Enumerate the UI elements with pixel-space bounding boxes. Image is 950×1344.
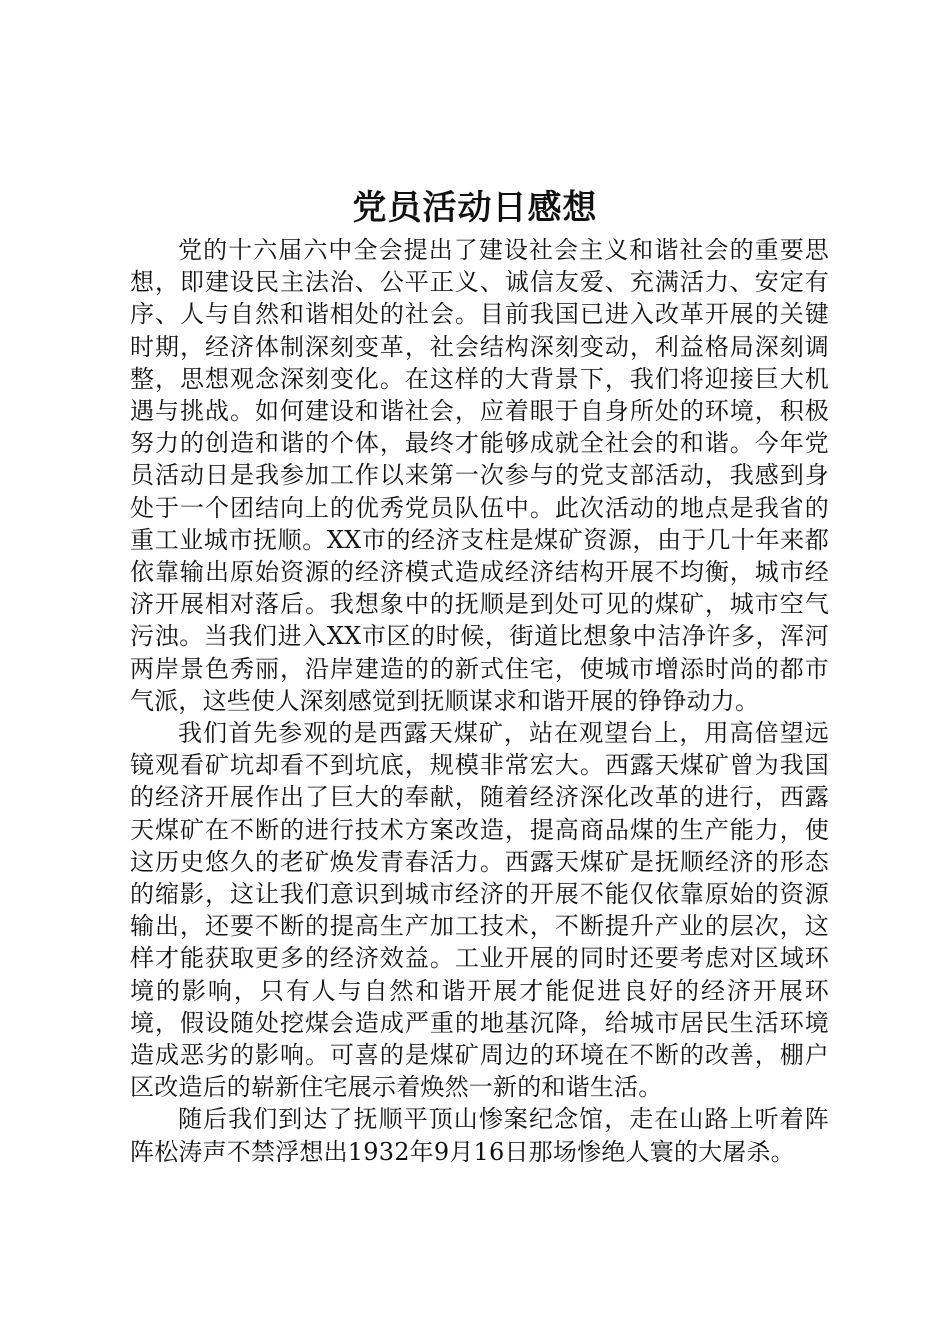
document-title: 党员活动日感想: [352, 188, 598, 228]
paragraph-2: 我们首先参观的是西露天煤矿，站在观望台上，用高倍望远镜观看矿坑却看不到坑底，规模非常宏大。西露天煤矿曾为我国的经济开展作出了巨大的奉献，随着经济深化改革的进行，西露天煤矿在不断的进行技术方案改造，提高商品煤的生产能力，使这历史悠久的老矿焕发青春活力。西露天煤矿是抚顺经济的形态的缩影，这让我们意识到城市经济的开展不能仅依靠原始的资源输出，还要不断的提高生产加工技术，不断提升产业的层次，这样才能获取更多的经济效益。工业开展的同时还要考虑对区域环境的影响，只有人与自然和谐开展才能促进良好的经济开展环境，假设随处挖煤会造成严重的地基沉降，给城市居民生活环境造成恶劣的影响。可喜的是煤矿周边的环境在不断的改善，棚户区改造后的崭新住宅展示着焕然一新的和谐生活。: [130, 719, 829, 1102]
paragraph-1: 党的十六届六中全会提出了建设社会主义和谐社会的重要思想，即建设民主法治、公平正义、诚信友爱、充满活力、安定有序、人与自然和谐相处的社会。目前我国已进入改革开展的关键时期，经济体制深刻变革，社会结构深刻变动，利益格局深刻调整，思想观念深刻变化。在这样的大背景下，我们将迎接巨大机遇与挑战。如何建设和谐社会，应着眼于自身所处的环境，积极努力的创造和谐的个体，最终才能够成就全社会的和谐。今年党员活动日是我参加工作以来第一次参与的党支部活动，我感到身处于一个团结向上的优秀党员队伍中。此次活动的地点是我省的重工业城市抚顺。XX市的经济支柱是煤矿资源，由于几十年来都依靠输出原始资源的经济模式造成经济结构开展不均衡，城市经济开展相对落后。我想象中的抚顺是到处可见的煤矿，城市空气污浊。当我们进入XX市区的时候，街道比想象中洁净许多，浑河两岸景色秀丽，沿岸建造的的新式住宅，使城市增添时尚的都市气派，这些使人深刻感觉到抚顺谋求和谐开展的铮铮动力。: [130, 236, 829, 715]
paragraph-3: 随后我们到达了抚顺平顶山惨案纪念馆，走在山路上听着阵阵松涛声不禁浮想出1932年9月16日那场惨绝人寰的大屠杀。: [130, 1105, 829, 1166]
document-body: [130, 234, 829, 1168]
